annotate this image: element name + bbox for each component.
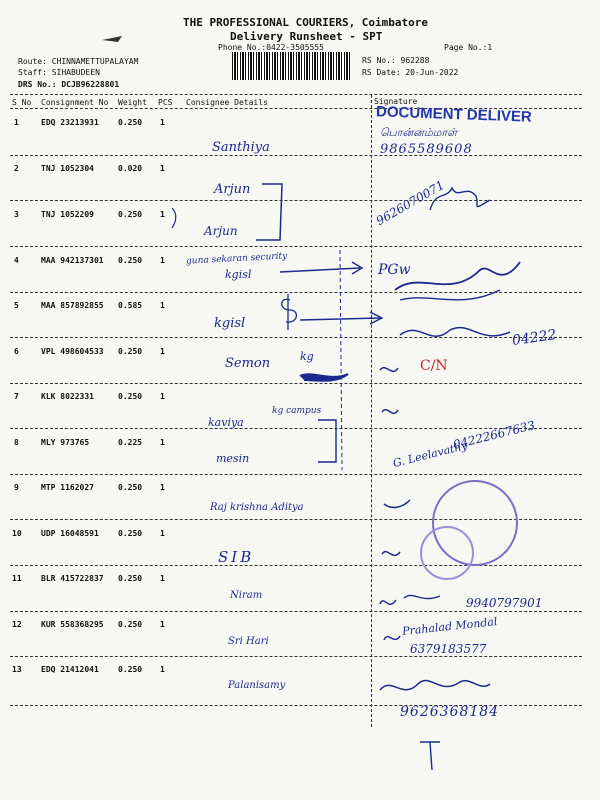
row-6-weight: 0.250	[118, 347, 143, 356]
row-12-pcs: 1	[160, 620, 165, 629]
row-1-pcs: 1	[160, 118, 165, 127]
row-12-consignment: KUR 558368295	[41, 620, 104, 629]
row-4-sno: 4	[14, 256, 19, 265]
runsheet-subtitle: Delivery Runsheet - SPT	[230, 30, 383, 43]
row-12-sno: 12	[12, 620, 22, 629]
row-9-consignment: MTP 1162027	[41, 483, 94, 492]
col-consignee: Consignee Details	[186, 98, 268, 107]
row-1-phone: 9865589608	[380, 142, 473, 157]
rs-number: RS No.: 962288	[362, 56, 430, 65]
row-8-signature: G. Leelavathy	[391, 438, 469, 471]
page-number: Page No.:1	[444, 43, 493, 52]
row-11-consignee: Niram	[230, 590, 263, 601]
document-delivered-stamp: DOCUMENT DELIVER	[375, 103, 533, 126]
row-4-pcs: 1	[160, 256, 165, 265]
col-pcs: PCS	[158, 98, 173, 107]
row-6-sno: 6	[14, 347, 19, 356]
row-8-weight: 0.225	[118, 438, 143, 447]
row-6-consignee: Semon	[225, 356, 271, 371]
row-7-weight: 0.250	[118, 392, 143, 401]
row-2-consignee: Arjun	[214, 182, 251, 197]
rs-date: RS Date: 20-Jun-2022	[362, 68, 459, 77]
row-7-consignee: kaviya	[208, 416, 244, 429]
row-2-phone: 9626070071	[373, 177, 447, 229]
row-12-consignee: Sri Hari	[228, 636, 269, 647]
row-2-sno: 2	[14, 164, 19, 173]
row-13-phone: 9626368184	[400, 704, 500, 720]
row-7-pcs: 1	[160, 392, 165, 401]
row-5-phone: 04222	[511, 326, 558, 350]
row-6-consignment: VPL 498604533	[41, 347, 104, 356]
row-4-weight: 0.250	[118, 256, 143, 265]
row-9-sno: 9	[14, 483, 19, 492]
row-5-weight: 0.585	[118, 301, 143, 310]
row-11-pcs: 1	[160, 574, 165, 583]
row-2-pcs: 1	[160, 164, 165, 173]
row-4-consignee-company: kgisl	[225, 268, 252, 281]
row-1-signature: பொன்னம்மாள்	[380, 126, 458, 139]
staff-label: Staff: SIHABUDEEN	[18, 68, 100, 77]
row-7-sno: 7	[14, 392, 19, 401]
col-sno: S No	[12, 98, 32, 107]
secondary-seal	[420, 526, 474, 580]
row-10-pcs: 1	[160, 529, 165, 538]
row-6-signature: C/N	[420, 358, 448, 374]
row-10-consignee: SIB	[218, 548, 255, 566]
row-6-consignee-kg: kg	[300, 350, 314, 363]
row-8-phone: 04222667633	[451, 418, 537, 452]
row-9-consignee: Raj krishna Aditya	[210, 502, 304, 513]
row-8-sno: 8	[14, 438, 19, 447]
row-11-consignment: BLR 415722837	[41, 574, 104, 583]
company-title: THE PROFESSIONAL COURIERS, Coimbatore	[183, 16, 429, 29]
row-6-pcs: 1	[160, 347, 165, 356]
row-13-pcs: 1	[160, 665, 165, 674]
row-5-consignee: kgisl	[214, 316, 246, 331]
row-4-consignment: MAA 942137301	[41, 256, 104, 265]
row-5-consignment: MAA 857892855	[41, 301, 104, 310]
row-8-consignment: MLY 973765	[41, 438, 90, 447]
col-weight: Weight	[118, 98, 147, 107]
row-13-consignee: Palanisamy	[228, 680, 286, 691]
row-3-weight: 0.250	[118, 210, 143, 219]
row-1-sno: 1	[14, 118, 19, 127]
row-8-pcs: 1	[160, 438, 165, 447]
row-4-consignee: guna sekaran security	[185, 251, 288, 267]
row-7-consignment: KLK 8022331	[41, 392, 94, 401]
row-11-sno: 11	[12, 574, 22, 583]
phone-number: Phone No.:0422-3505555	[218, 43, 324, 52]
row-3-pcs: 1	[160, 210, 165, 219]
row-9-pcs: 1	[160, 483, 165, 492]
row-4-signature: PGw	[378, 262, 411, 278]
row-2-consignment: TNJ 1052304	[41, 164, 94, 173]
row-10-consignment: UDP 16048591	[41, 529, 99, 538]
row-1-consignment: EDQ 23213931	[41, 118, 99, 127]
row-1-weight: 0.250	[118, 118, 143, 127]
row-13-sno: 13	[12, 665, 22, 674]
col-signature: Signature	[374, 97, 418, 106]
row-12-phone: 6379183577	[410, 642, 487, 656]
row-12-weight: 0.250	[118, 620, 143, 629]
drs-number: DRS No.: DCJB96228801	[18, 80, 120, 89]
row-5-sno: 5	[14, 301, 19, 310]
row-13-consignment: EDQ 21412041	[41, 665, 99, 674]
row-10-weight: 0.250	[118, 529, 143, 538]
row-7-consignee-campus: kg campus	[272, 406, 322, 416]
row-11-weight: 0.250	[118, 574, 143, 583]
col-consignment: Consignment No	[41, 98, 109, 107]
row-1-consignee: Santhiya	[212, 140, 270, 155]
row-12-signature: Prahalad Mondal	[401, 615, 498, 638]
row-13-weight: 0.250	[118, 665, 143, 674]
row-5-pcs: 1	[160, 301, 165, 310]
row-3-sno: 3	[14, 210, 19, 219]
row-3-consignee: Arjun	[204, 224, 238, 238]
row-8-consignee: mesin	[216, 452, 250, 465]
row-9-weight: 0.250	[118, 483, 143, 492]
route-label: Route: CHINNAMETTUPALAYAM	[18, 57, 139, 66]
row-2-weight: 0.020	[118, 164, 143, 173]
row-11-phone: 9940797901	[466, 596, 543, 610]
row-10-sno: 10	[12, 529, 22, 538]
row-3-consignment: TNJ 1052209	[41, 210, 94, 219]
